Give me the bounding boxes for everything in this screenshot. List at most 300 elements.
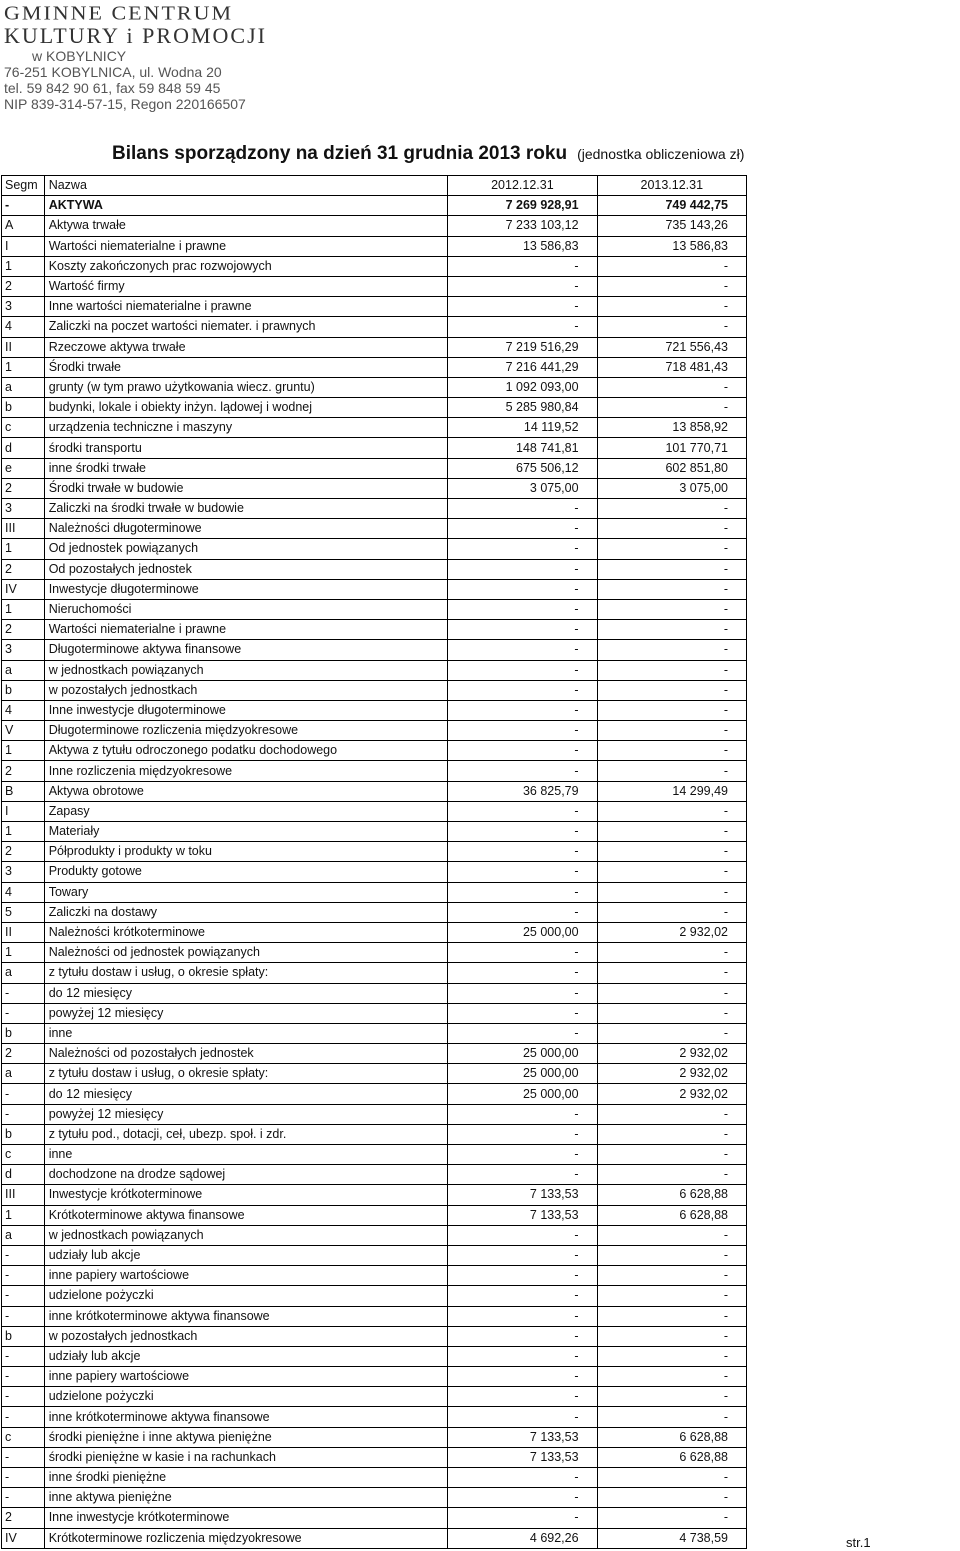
row-value-2013: - (597, 1165, 746, 1185)
row-value-2012: 7 133,53 (448, 1185, 597, 1205)
row-segment: d (2, 1165, 45, 1185)
row-segment: A (2, 216, 45, 236)
row-value-2013: 13 858,92 (597, 418, 746, 438)
row-name: inne (44, 1023, 447, 1043)
row-segment: 3 (2, 862, 45, 882)
row-name: Należności krótkoterminowe (44, 922, 447, 942)
row-value-2013: - (597, 377, 746, 397)
table-row (2, 276, 747, 296)
table-row (2, 1346, 747, 1366)
row-segment: 2 (2, 1044, 45, 1064)
table-row (2, 599, 747, 619)
row-name: Półprodukty i produkty w toku (44, 842, 447, 862)
row-value-2013: - (597, 620, 746, 640)
row-name: dochodzone na drodze sądowej (44, 1165, 447, 1185)
title-text: Bilans sporządzony na dzień 31 grudnia 2013 roku (112, 143, 568, 164)
row-segment: 3 (2, 297, 45, 317)
stamp-nip-regon: NIP 839-314-57-15, Regon 220166507 (4, 96, 246, 112)
row-segment: c (2, 1427, 45, 1447)
row-value-2013: 6 628,88 (597, 1185, 746, 1205)
row-value-2012: 7 219 516,29 (448, 337, 597, 357)
row-value-2013: 14 299,49 (597, 781, 746, 801)
currency-unit-note: (jednostka obliczeniowa zł) (577, 146, 745, 162)
row-name: Inne inwestycje długoterminowe (44, 700, 447, 720)
row-segment: b (2, 680, 45, 700)
row-name: Koszty zakończonych prac rozwojowych (44, 256, 447, 276)
stamp-phone: tel. 59 842 90 61, fax 59 848 59 45 (4, 80, 221, 96)
row-name: Wartości niematerialne i prawne (44, 620, 447, 640)
row-value-2012: 7 216 441,29 (448, 357, 597, 377)
table-row (2, 781, 747, 801)
row-value-2013: 749 442,75 (597, 196, 746, 216)
row-value-2012: - (448, 297, 597, 317)
row-name: z tytułu pod., dotacji, ceł, ubezp. społ. i zdr. (44, 1124, 447, 1144)
row-name: udziały lub akcje (44, 1245, 447, 1265)
row-name: Zaliczki na poczet wartości niemater. i prawnych (44, 317, 447, 337)
table-row (2, 1387, 747, 1407)
row-segment: 2 (2, 276, 45, 296)
row-value-2012: - (448, 1407, 597, 1427)
row-value-2012: 7 133,53 (448, 1447, 597, 1467)
row-value-2013: - (597, 842, 746, 862)
table-row (2, 1447, 747, 1467)
row-name: udzielone pożyczki (44, 1387, 447, 1407)
page-number: str.1 (846, 1535, 871, 1550)
table-row (2, 1165, 747, 1185)
row-segment: 4 (2, 317, 45, 337)
row-value-2013: - (597, 317, 746, 337)
row-name: z tytułu dostaw i usług, o okresie spłaty: (44, 1064, 447, 1084)
row-segment: - (2, 1387, 45, 1407)
row-value-2013: - (597, 398, 746, 418)
row-value-2012: - (448, 983, 597, 1003)
row-value-2012: - (448, 1468, 597, 1488)
row-segment: - (2, 1104, 45, 1124)
row-name: Inwestycje krótkoterminowe (44, 1185, 447, 1205)
table-row (2, 377, 747, 397)
table-row (2, 660, 747, 680)
table-header-row (2, 176, 747, 196)
row-value-2013: - (597, 519, 746, 539)
table-row (2, 1407, 747, 1427)
row-value-2012: - (448, 1306, 597, 1326)
row-name: inne krótkoterminowe aktywa finansowe (44, 1407, 447, 1427)
row-segment: 2 (2, 842, 45, 862)
row-value-2012: - (448, 559, 597, 579)
row-name: Aktywa trwałe (44, 216, 447, 236)
row-name: Inne rozliczenia międzyokresowe (44, 761, 447, 781)
row-value-2013: 602 851,80 (597, 458, 746, 478)
row-segment: - (2, 1367, 45, 1387)
row-value-2012: 7 133,53 (448, 1205, 597, 1225)
row-value-2013: - (597, 1326, 746, 1346)
table-row (2, 256, 747, 276)
row-value-2013: - (597, 862, 746, 882)
row-value-2012: - (448, 276, 597, 296)
row-segment: 1 (2, 256, 45, 276)
table-row (2, 1326, 747, 1346)
row-name: środki pieniężne w kasie i na rachunkach (44, 1447, 447, 1467)
table-row (2, 1185, 747, 1205)
table-row (2, 741, 747, 761)
row-segment: V (2, 721, 45, 741)
row-value-2012: - (448, 1165, 597, 1185)
row-segment: 2 (2, 559, 45, 579)
row-value-2012: 13 586,83 (448, 236, 597, 256)
row-value-2013: - (597, 1306, 746, 1326)
row-segment: - (2, 196, 45, 216)
table-row (2, 902, 747, 922)
table-row (2, 1124, 747, 1144)
row-name: z tytułu dostaw i usług, o okresie spłaty: (44, 963, 447, 983)
row-name: inne papiery wartościowe (44, 1367, 447, 1387)
row-name: Środki trwałe w budowie (44, 478, 447, 498)
table-row (2, 801, 747, 821)
row-segment: - (2, 1286, 45, 1306)
row-name: inne krótkoterminowe aktywa finansowe (44, 1306, 447, 1326)
row-value-2013: - (597, 882, 746, 902)
row-value-2013: - (597, 902, 746, 922)
table-row (2, 196, 747, 216)
row-name: Materiały (44, 822, 447, 842)
row-value-2013: - (597, 579, 746, 599)
row-segment: a (2, 1225, 45, 1245)
row-segment: I (2, 236, 45, 256)
row-value-2013: 13 586,83 (597, 236, 746, 256)
stamp-line-3: w KOBYLNICY (32, 48, 127, 64)
row-value-2012: - (448, 1346, 597, 1366)
table-row (2, 640, 747, 660)
row-value-2012: 3 075,00 (448, 478, 597, 498)
row-value-2013: 4 738,59 (597, 1528, 746, 1548)
row-value-2012: - (448, 579, 597, 599)
row-value-2012: 25 000,00 (448, 1084, 597, 1104)
row-segment: 4 (2, 882, 45, 902)
table-row (2, 357, 747, 377)
row-segment: a (2, 377, 45, 397)
table-row (2, 1508, 747, 1528)
row-value-2013: - (597, 1367, 746, 1387)
row-segment: b (2, 398, 45, 418)
row-value-2012: 25 000,00 (448, 922, 597, 942)
row-value-2012: - (448, 862, 597, 882)
row-name: Inwestycje długoterminowe (44, 579, 447, 599)
balance-sheet-table (1, 175, 747, 1549)
row-value-2012: - (448, 317, 597, 337)
table-row (2, 620, 747, 640)
row-value-2012: - (448, 1145, 597, 1165)
row-value-2012: - (448, 599, 597, 619)
row-segment: - (2, 1266, 45, 1286)
row-name: Należności długoterminowe (44, 519, 447, 539)
table-row (2, 297, 747, 317)
row-name: Należności od jednostek powiązanych (44, 943, 447, 963)
row-value-2013: - (597, 761, 746, 781)
row-value-2012: - (448, 1367, 597, 1387)
table-row (2, 519, 747, 539)
row-value-2012: - (448, 1387, 597, 1407)
row-name: środki pieniężne i inne aktywa pieniężne (44, 1427, 447, 1447)
row-value-2012: - (448, 1023, 597, 1043)
row-segment: 4 (2, 700, 45, 720)
institution-stamp (4, 2, 334, 120)
row-value-2013: - (597, 983, 746, 1003)
row-name: Zapasy (44, 801, 447, 821)
row-name: inne środki trwałe (44, 458, 447, 478)
row-segment: b (2, 1326, 45, 1346)
row-value-2013: - (597, 1124, 746, 1144)
row-segment: II (2, 922, 45, 942)
row-value-2012: - (448, 1104, 597, 1124)
table-row (2, 983, 747, 1003)
row-value-2012: 25 000,00 (448, 1044, 597, 1064)
row-segment: e (2, 458, 45, 478)
row-value-2013: - (597, 660, 746, 680)
row-value-2012: 36 825,79 (448, 781, 597, 801)
row-segment: - (2, 983, 45, 1003)
row-segment: d (2, 438, 45, 458)
row-value-2013: - (597, 539, 746, 559)
row-value-2012: - (448, 721, 597, 741)
row-segment: B (2, 781, 45, 801)
row-segment: - (2, 1003, 45, 1023)
row-value-2013: 2 932,02 (597, 1064, 746, 1084)
row-segment: 3 (2, 499, 45, 519)
table-row (2, 458, 747, 478)
row-segment: - (2, 1346, 45, 1366)
row-name: w jednostkach powiązanych (44, 660, 447, 680)
row-value-2012: - (448, 499, 597, 519)
row-value-2012: 14 119,52 (448, 418, 597, 438)
row-value-2012: - (448, 1003, 597, 1023)
row-segment: IV (2, 1528, 45, 1548)
row-value-2013: - (597, 1003, 746, 1023)
row-name: Krótkoterminowe aktywa finansowe (44, 1205, 447, 1225)
table-row (2, 337, 747, 357)
row-value-2013: 718 481,43 (597, 357, 746, 377)
table-row (2, 1286, 747, 1306)
row-segment: 2 (2, 620, 45, 640)
row-value-2012: - (448, 1488, 597, 1508)
row-segment: I (2, 801, 45, 821)
row-value-2013: 101 770,71 (597, 438, 746, 458)
row-segment: 2 (2, 761, 45, 781)
row-segment: 1 (2, 357, 45, 377)
row-segment: - (2, 1447, 45, 1467)
row-segment: c (2, 1145, 45, 1165)
row-segment: - (2, 1488, 45, 1508)
row-value-2012: - (448, 902, 597, 922)
row-segment: II (2, 337, 45, 357)
row-name: powyżej 12 miesięcy (44, 1003, 447, 1023)
table-row (2, 478, 747, 498)
row-segment: a (2, 1064, 45, 1084)
row-name: Długoterminowe aktywa finansowe (44, 640, 447, 660)
row-value-2013: - (597, 1346, 746, 1366)
row-value-2013: - (597, 1387, 746, 1407)
row-name: Rzeczowe aktywa trwałe (44, 337, 447, 357)
row-name: Środki trwałe (44, 357, 447, 377)
row-value-2013: - (597, 276, 746, 296)
row-segment: 1 (2, 599, 45, 619)
row-value-2013: - (597, 943, 746, 963)
row-value-2013: - (597, 297, 746, 317)
stamp-line-2: KULTURY i PROMOCJI (4, 23, 267, 48)
row-value-2013: - (597, 1023, 746, 1043)
table-row (2, 216, 747, 236)
row-name: Inne wartości niematerialne i prawne (44, 297, 447, 317)
row-value-2013: - (597, 1407, 746, 1427)
row-name: urządzenia techniczne i maszyny (44, 418, 447, 438)
row-name: inne aktywa pieniężne (44, 1488, 447, 1508)
row-segment: 2 (2, 1508, 45, 1528)
table-row (2, 1245, 747, 1265)
row-name: Nieruchomości (44, 599, 447, 619)
row-value-2012: 25 000,00 (448, 1064, 597, 1084)
table-row (2, 438, 747, 458)
row-value-2013: - (597, 1225, 746, 1245)
row-name: AKTYWA (44, 196, 447, 216)
row-value-2013: 2 932,02 (597, 1044, 746, 1064)
row-value-2013: - (597, 1104, 746, 1124)
header-segment: Segm (2, 176, 45, 196)
row-value-2013: - (597, 1286, 746, 1306)
row-segment: b (2, 1124, 45, 1144)
row-name: udzielone pożyczki (44, 1286, 447, 1306)
table-row (2, 943, 747, 963)
row-value-2012: - (448, 1225, 597, 1245)
row-value-2013: - (597, 680, 746, 700)
row-value-2013: 721 556,43 (597, 337, 746, 357)
table-row (2, 398, 747, 418)
table-row (2, 1266, 747, 1286)
table-row (2, 1023, 747, 1043)
table-row (2, 882, 747, 902)
row-value-2013: - (597, 599, 746, 619)
row-value-2012: - (448, 1245, 597, 1265)
row-name: Inne inwestycje krótkoterminowe (44, 1508, 447, 1528)
table-row (2, 499, 747, 519)
row-name: Wartości niematerialne i prawne (44, 236, 447, 256)
row-value-2012: 5 285 980,84 (448, 398, 597, 418)
table-row (2, 1468, 747, 1488)
row-value-2013: - (597, 559, 746, 579)
row-segment: III (2, 1185, 45, 1205)
table-row (2, 842, 747, 862)
table-row (2, 559, 747, 579)
row-segment: 1 (2, 741, 45, 761)
table-row (2, 236, 747, 256)
row-name: Zaliczki na środki trwałe w budowie (44, 499, 447, 519)
row-value-2013: 2 932,02 (597, 1084, 746, 1104)
row-name: Aktywa obrotowe (44, 781, 447, 801)
table-row (2, 700, 747, 720)
table-row (2, 579, 747, 599)
row-value-2013: - (597, 499, 746, 519)
row-value-2012: - (448, 256, 597, 276)
table-row (2, 1367, 747, 1387)
row-segment: 2 (2, 478, 45, 498)
row-value-2012: 7 269 928,91 (448, 196, 597, 216)
row-name: Wartość firmy (44, 276, 447, 296)
table-row (2, 539, 747, 559)
row-segment: 1 (2, 539, 45, 559)
stamp-line-1: GMINNE CENTRUM (4, 1, 234, 24)
row-value-2013: - (597, 1488, 746, 1508)
table-row (2, 1488, 747, 1508)
row-segment: III (2, 519, 45, 539)
table-body (2, 196, 747, 1549)
row-name: inne (44, 1145, 447, 1165)
row-value-2012: - (448, 761, 597, 781)
row-value-2013: 6 628,88 (597, 1205, 746, 1225)
row-value-2012: 1 092 093,00 (448, 377, 597, 397)
row-value-2013: 735 143,26 (597, 216, 746, 236)
row-value-2013: - (597, 256, 746, 276)
table-row (2, 862, 747, 882)
table-row (2, 680, 747, 700)
row-value-2012: - (448, 741, 597, 761)
table-row (2, 1306, 747, 1326)
row-segment: 1 (2, 1205, 45, 1225)
table-row (2, 761, 747, 781)
table-row (2, 922, 747, 942)
header-2012: 2012.12.31 (448, 176, 597, 196)
table-row (2, 1205, 747, 1225)
row-value-2013: 6 628,88 (597, 1447, 746, 1467)
table-row (2, 317, 747, 337)
row-value-2013: - (597, 741, 746, 761)
table-row (2, 418, 747, 438)
row-segment: a (2, 963, 45, 983)
row-segment: - (2, 1468, 45, 1488)
row-value-2012: - (448, 801, 597, 821)
row-value-2012: - (448, 1124, 597, 1144)
table-row (2, 1427, 747, 1447)
row-segment: - (2, 1407, 45, 1427)
row-value-2013: - (597, 721, 746, 741)
row-name: budynki, lokale i obiekty inżyn. lądowej i wodnej (44, 398, 447, 418)
row-value-2012: - (448, 680, 597, 700)
row-segment: c (2, 418, 45, 438)
row-value-2012: 7 133,53 (448, 1427, 597, 1447)
row-value-2012: - (448, 660, 597, 680)
table-row (2, 1145, 747, 1165)
table-row (2, 822, 747, 842)
row-value-2012: 148 741,81 (448, 438, 597, 458)
row-name: do 12 miesięcy (44, 983, 447, 1003)
row-value-2012: 675 506,12 (448, 458, 597, 478)
row-value-2012: - (448, 882, 597, 902)
row-name: Krótkoterminowe rozliczenia międzyokresowe (44, 1528, 447, 1548)
row-value-2012: 4 692,26 (448, 1528, 597, 1548)
row-name: w pozostałych jednostkach (44, 680, 447, 700)
row-value-2013: - (597, 1266, 746, 1286)
row-value-2012: - (448, 1508, 597, 1528)
row-value-2013: 6 628,88 (597, 1427, 746, 1447)
header-2013: 2013.12.31 (597, 176, 746, 196)
row-name: środki transportu (44, 438, 447, 458)
row-segment: 5 (2, 902, 45, 922)
row-name: Towary (44, 882, 447, 902)
table-row (2, 721, 747, 741)
row-name: Od jednostek powiązanych (44, 539, 447, 559)
row-value-2012: - (448, 963, 597, 983)
row-name: inne papiery wartościowe (44, 1266, 447, 1286)
row-segment: 1 (2, 822, 45, 842)
row-name: Aktywa z tytułu odroczonego podatku dochodowego (44, 741, 447, 761)
row-name: inne środki pieniężne (44, 1468, 447, 1488)
